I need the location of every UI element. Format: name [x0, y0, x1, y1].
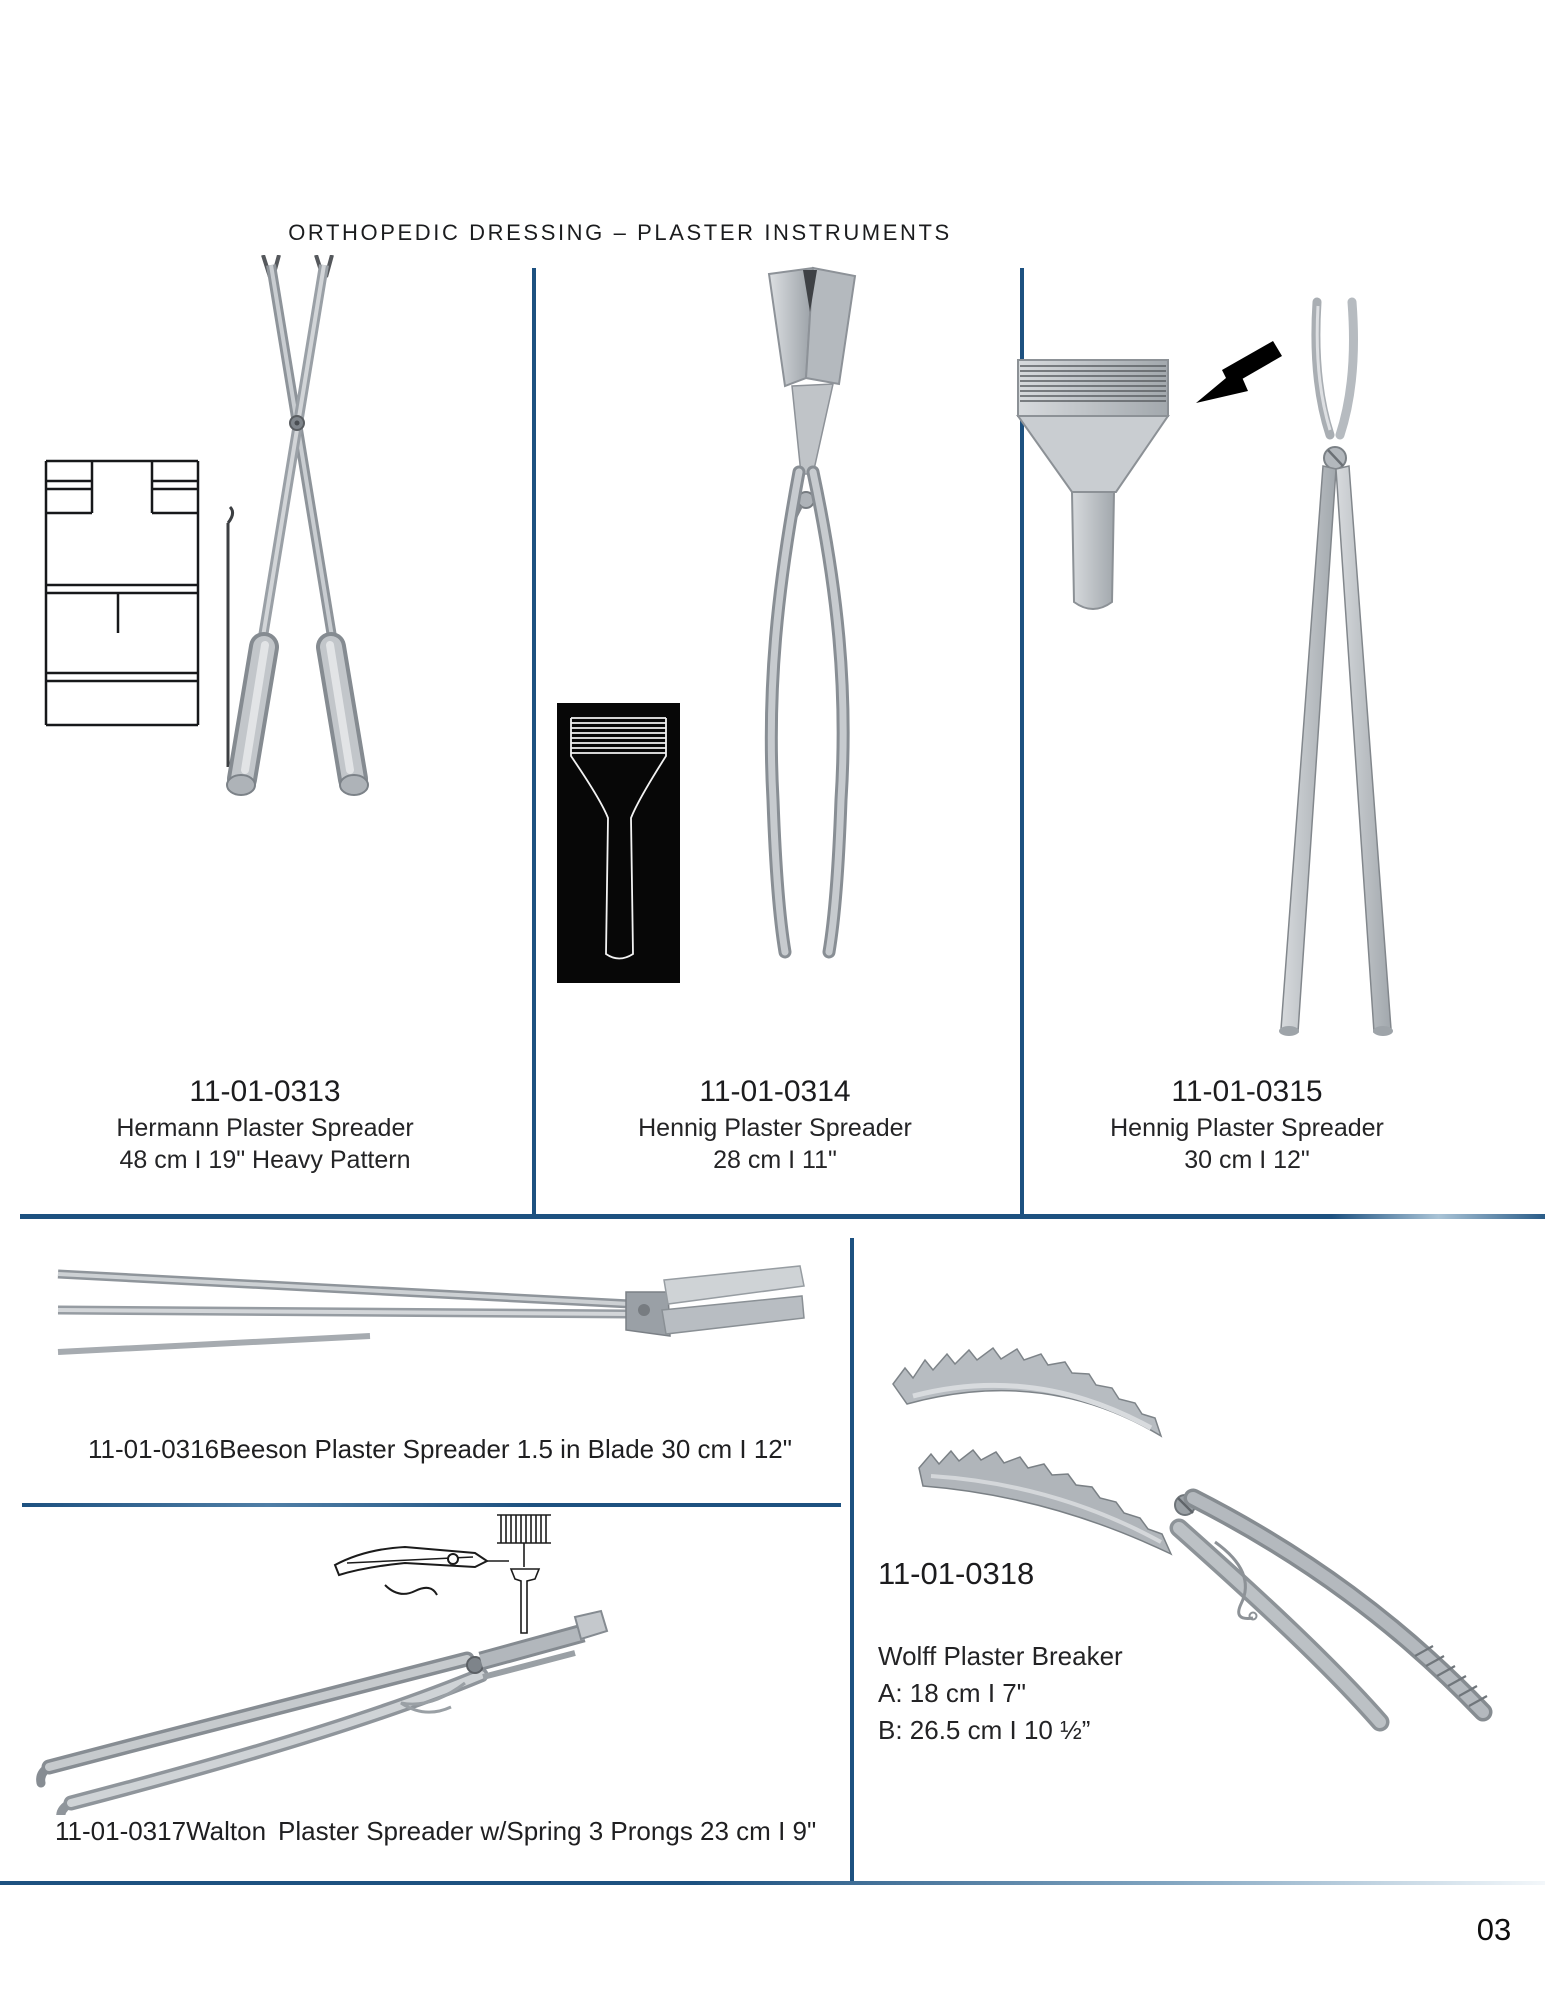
product-caption-0318	[878, 1556, 1298, 1749]
product-name: Hermann Plaster Spreader	[116, 1114, 414, 1142]
product-name: Hennig Plaster Spreader	[1110, 1114, 1384, 1142]
spreader-photo	[58, 1266, 804, 1352]
footer-rule	[0, 1881, 1545, 1885]
product-desc: Beeson Plaster Spreader 1.5 in Blade 30 cm I 12"	[219, 1434, 792, 1464]
column-divider-1	[532, 268, 536, 1214]
plier-photo	[41, 1611, 607, 1815]
product-name: Wolff Plaster Breaker	[878, 1641, 1123, 1671]
blade-tip-inset	[1018, 360, 1168, 609]
product-image-walton-spreader	[35, 1505, 805, 1815]
column-divider-3	[850, 1238, 854, 1883]
product-image-beeson-spreader	[40, 1240, 805, 1425]
product-image-hennig-spreader-30	[1000, 250, 1450, 1050]
product-image-hennig-spreader-28	[545, 260, 925, 1050]
page-title: ORTHOPEDIC DRESSING – PLASTER INSTRUMENTS	[288, 220, 952, 245]
section-divider-top	[20, 1214, 1545, 1219]
product-size: 30 cm I 12"	[1184, 1146, 1310, 1174]
technical-drawing	[46, 461, 198, 725]
product-name: Hennig Plaster Spreader	[638, 1114, 912, 1142]
product-sku: 11-01-0314	[699, 1075, 851, 1108]
product-sku: 11-01-0315	[1171, 1075, 1323, 1108]
crossed-spreader-photo	[227, 255, 368, 795]
product-size-b: B: 26.5 cm I 10 ½”	[878, 1715, 1091, 1745]
product-caption-0317	[55, 1816, 816, 1847]
negative-blade-inset	[557, 703, 680, 983]
product-caption-0313	[40, 1072, 490, 1176]
product-sku: 11-01-0313	[189, 1075, 341, 1108]
product-size-a: A: 18 cm I 7"	[878, 1678, 1026, 1708]
spreader-photo	[1279, 302, 1393, 1036]
product-size: 28 cm I 11"	[713, 1146, 837, 1174]
product-sku: 11-01-0316	[88, 1434, 220, 1464]
product-name: Walton	[186, 1816, 267, 1846]
product-sku: 11-01-0317	[55, 1816, 187, 1846]
spreader-photo	[769, 268, 855, 952]
product-image-hermann-spreader	[30, 255, 470, 1055]
product-size: 48 cm I 19" Heavy Pattern	[119, 1146, 411, 1174]
arrow-icon	[1196, 341, 1282, 403]
product-desc: Plaster Spreader w/Spring 3 Prongs 23 cm I 9"	[278, 1816, 817, 1846]
pin-wire	[228, 507, 233, 767]
page-number: 03	[1476, 1912, 1512, 1947]
product-caption-0314	[550, 1072, 1000, 1176]
product-caption-0316	[88, 1434, 792, 1465]
product-sku: 11-01-0318	[878, 1556, 1035, 1591]
jaw-detail-inset	[335, 1547, 509, 1595]
prong-diagram-inset	[497, 1515, 551, 1633]
product-caption-0315	[1022, 1072, 1472, 1176]
